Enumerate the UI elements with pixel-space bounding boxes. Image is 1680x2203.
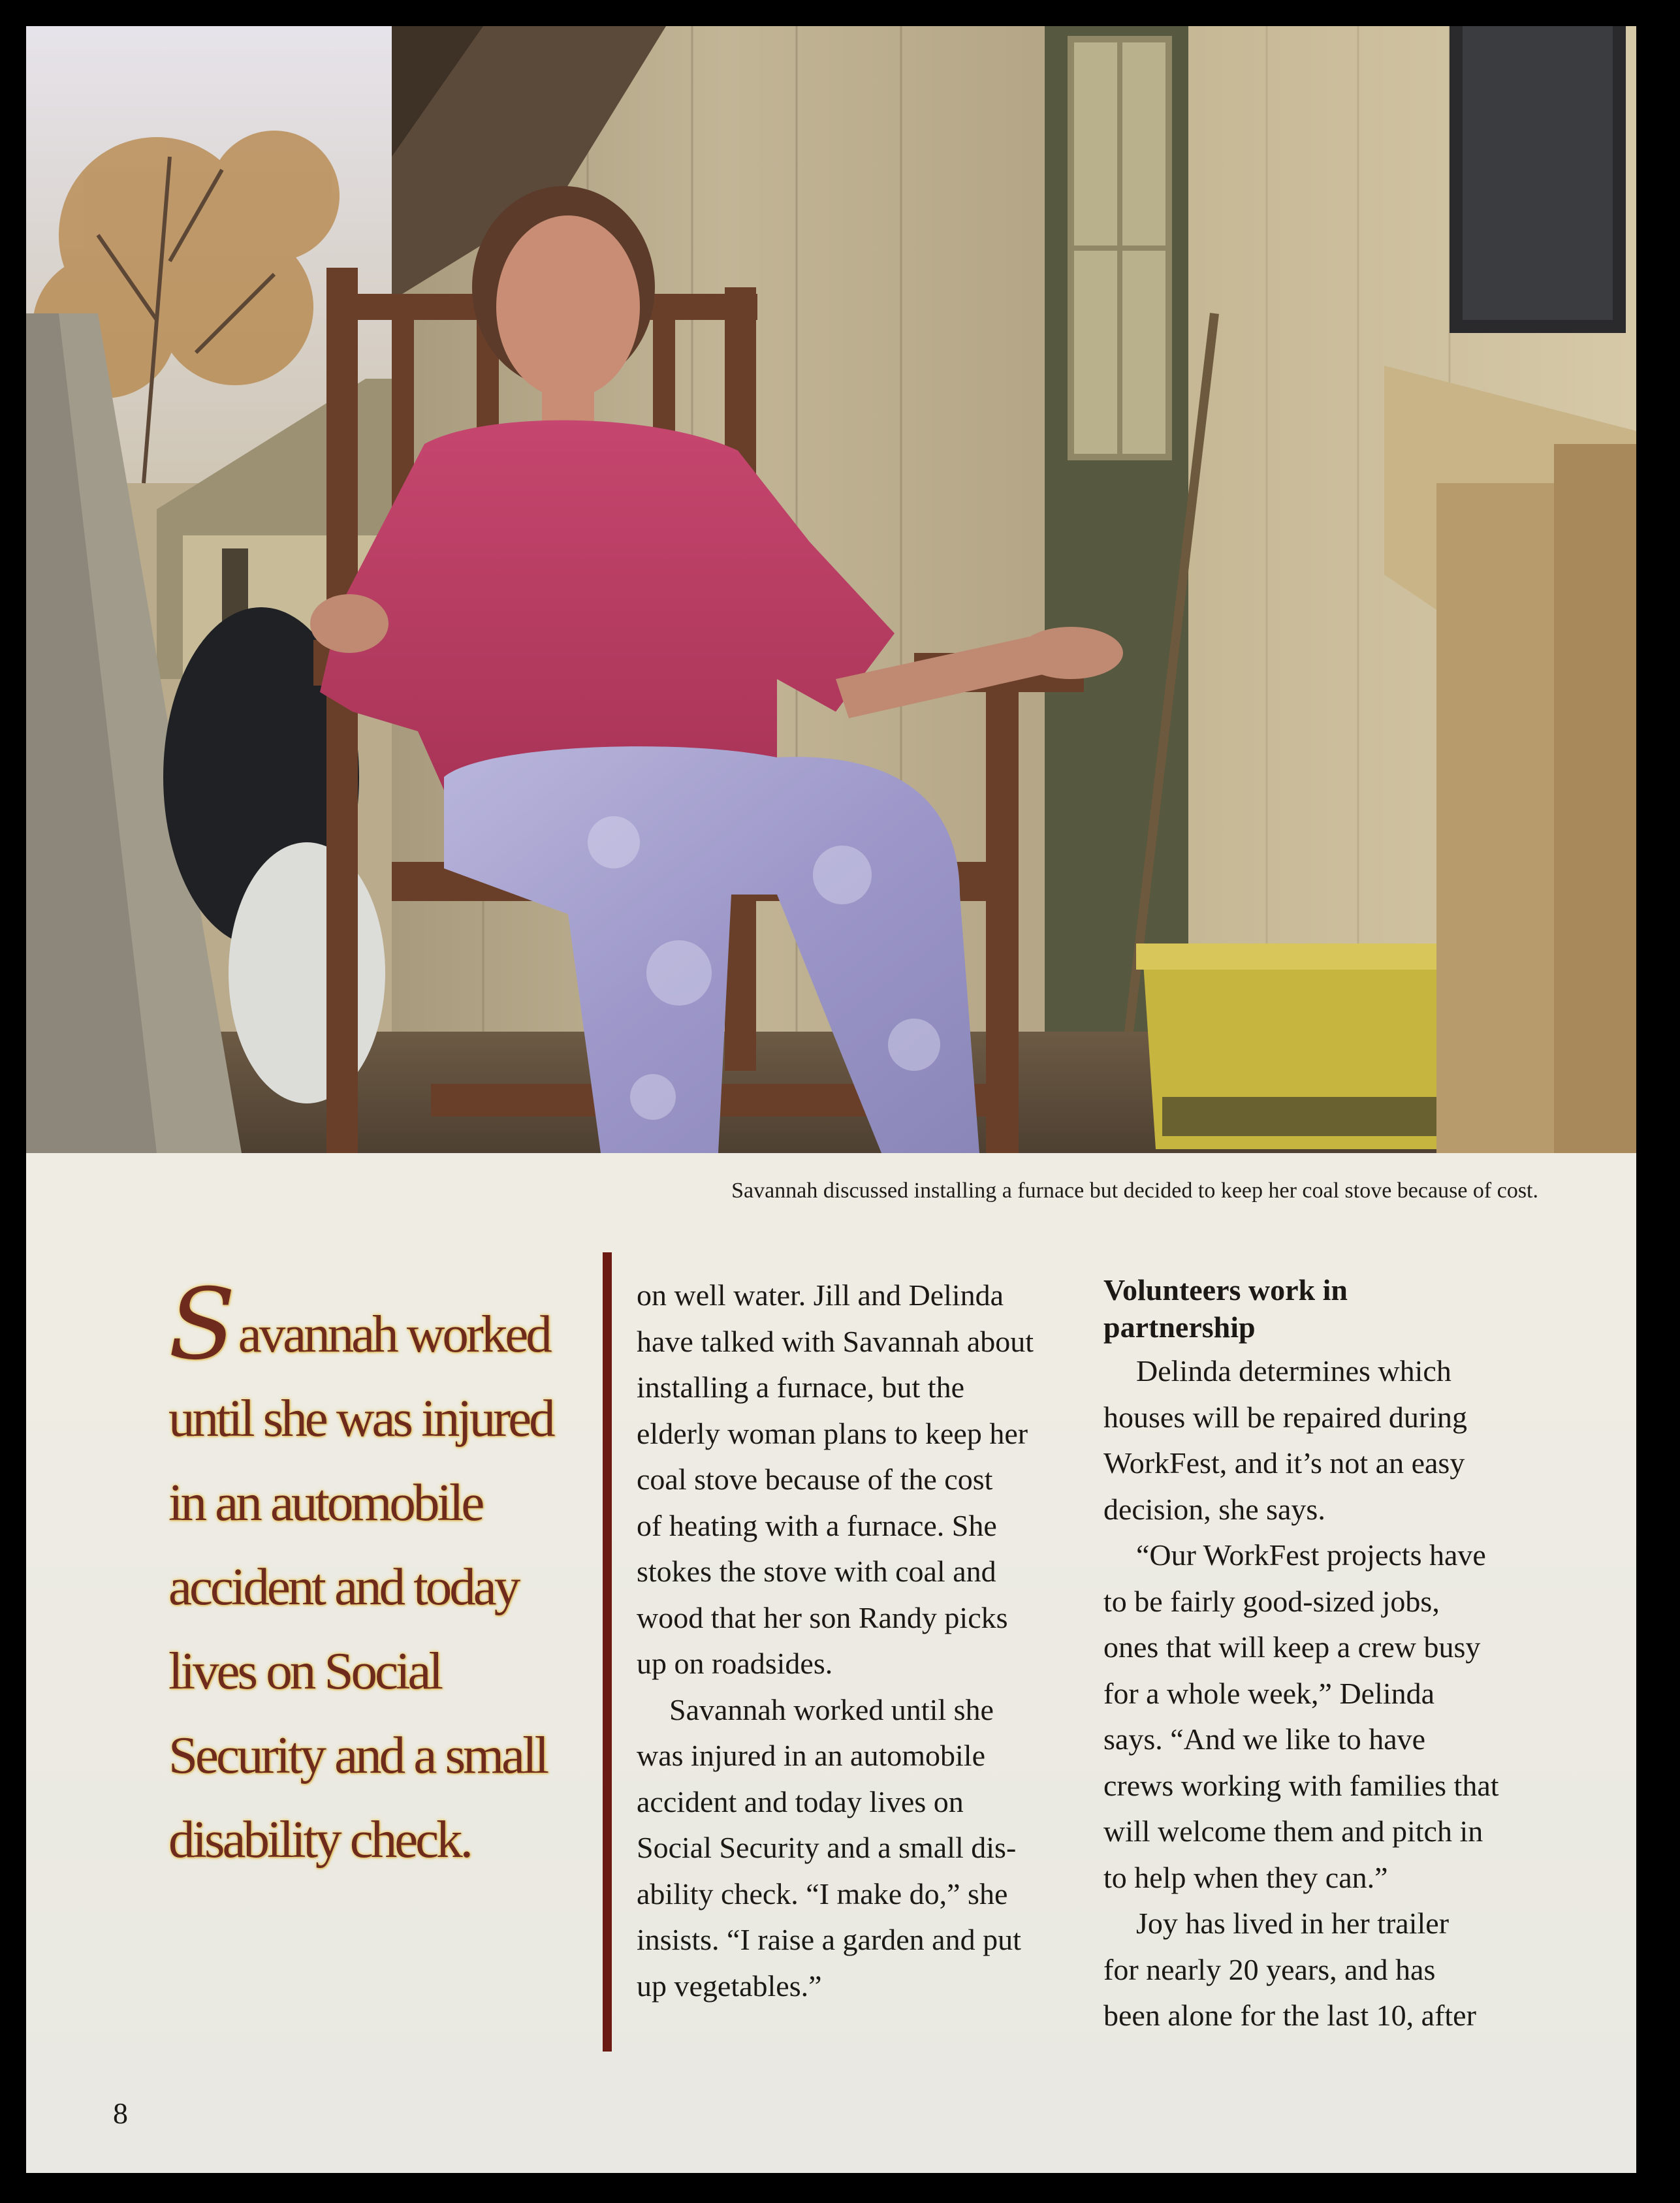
body-line: on well water. Jill and Delinda [637, 1278, 1004, 1312]
body-line: decision, she says. [1103, 1492, 1325, 1526]
article-column-right [1103, 1271, 1574, 2039]
photo-illustration [26, 26, 1636, 1153]
body-line: have talked with Savannah about [637, 1324, 1034, 1358]
body-line: was injured in an automobile [637, 1739, 985, 1772]
body-line: wood that her son Randy picks [637, 1600, 1008, 1634]
body-line: Joy has lived in her trailer [1136, 1907, 1450, 1940]
body-line: WorkFest, and it’s not an easy [1103, 1446, 1465, 1480]
body-line: stokes the stove with coal and [637, 1555, 996, 1588]
body-line: up on roadsides. [637, 1647, 833, 1680]
body-line: Savannah worked until she [669, 1692, 994, 1726]
body-line: houses will be repaired during [1103, 1400, 1467, 1434]
pull-quote-line: lives on Social [168, 1641, 441, 1700]
body-line: insists. “I raise a garden and put [637, 1923, 1021, 1956]
photo-caption: Savannah discussed installing a furnace but decided to keep her coal stove because of cost. [731, 1179, 1538, 1203]
pull-quote-line: accident and today [168, 1557, 518, 1616]
body-line: for nearly 20 years, and has [1103, 1952, 1436, 1986]
body-line: crews working with families that [1103, 1768, 1499, 1802]
page-number: 8 [113, 2097, 128, 2130]
body-line: up vegetables.” [637, 1969, 822, 2003]
body-line: coal stove because of the cost [637, 1463, 993, 1496]
body-line: accident and today lives on [637, 1784, 964, 1818]
article-column-middle [637, 1273, 1107, 2009]
pull-quote-line: in an automobile [168, 1473, 483, 1532]
pull-quote-line: Security and a small [168, 1726, 547, 1784]
body-line: ones that will keep a crew busy [1103, 1630, 1481, 1664]
body-line: of heating with a furnace. She [637, 1508, 997, 1542]
section-heading [1103, 1271, 1574, 1346]
body-line: to help when they can.” [1103, 1860, 1388, 1894]
pull-quote-line: disability check. [168, 1810, 471, 1869]
body-line: Social Security and a small dis- [637, 1831, 1017, 1864]
column-divider [603, 1252, 612, 2052]
body-line: Delinda determines which [1136, 1354, 1451, 1387]
porch-photo [26, 26, 1636, 1153]
magazine-page [26, 26, 1636, 2173]
pull-quote-line: until she was injured [168, 1389, 553, 1448]
pull-quote-line: Savannah worked [168, 1268, 550, 1382]
heading-line: Volunteers work in [1103, 1273, 1348, 1307]
body-line: “Our WorkFest projects have [1136, 1538, 1486, 1572]
body-line: been alone for the last 10, after [1103, 1999, 1476, 2032]
drop-cap: S [168, 1268, 236, 1382]
body-line: ability check. “I make do,” she [637, 1877, 1008, 1910]
body-line: says. “And we like to have [1103, 1722, 1426, 1756]
body-line: elderly woman plans to keep her [637, 1416, 1028, 1450]
body-line: to be fairly good-sized jobs, [1103, 1584, 1440, 1618]
body-line: installing a furnace, but the [637, 1371, 965, 1404]
heading-line: partnership [1103, 1310, 1256, 1344]
body-line: will welcome them and pitch in [1103, 1815, 1483, 1848]
pull-quote [168, 1268, 626, 1882]
body-line: for a whole week,” Delinda [1103, 1676, 1435, 1710]
